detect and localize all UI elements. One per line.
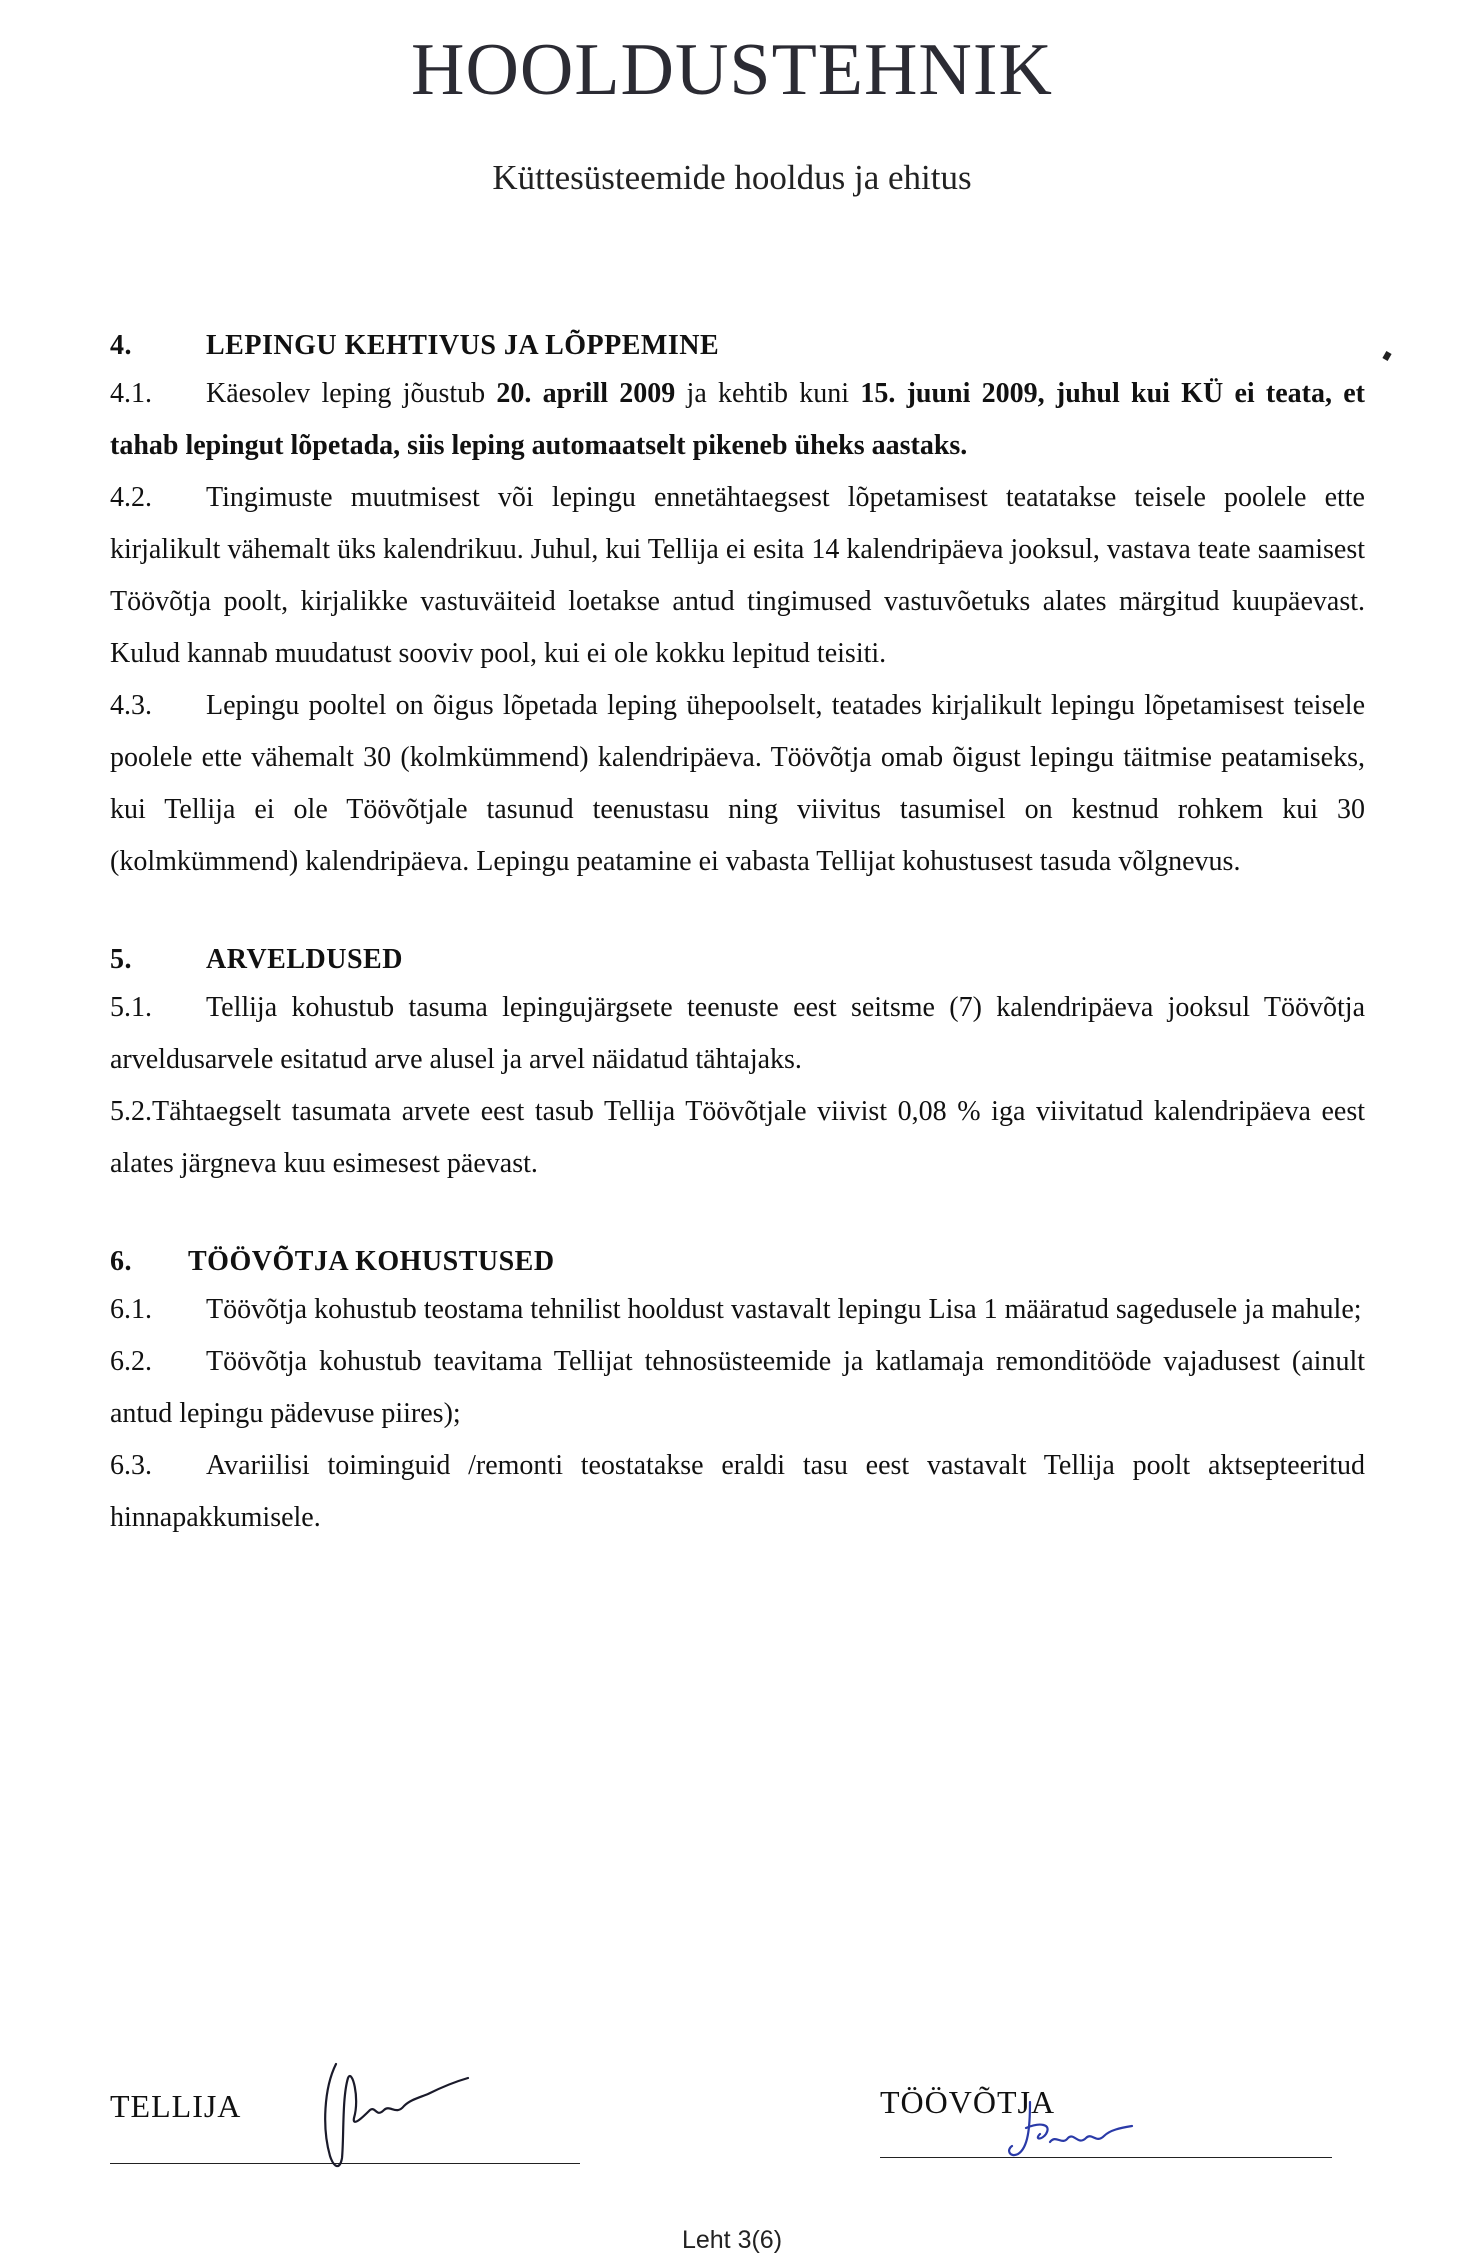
- client-signature: [318, 2058, 478, 2178]
- clause-text-c: ja kehtib kuni: [675, 378, 861, 409]
- clause-5-2: [110, 1086, 1365, 1190]
- company-subtitle: Küttesüsteemide hooldus ja ehitus: [492, 158, 972, 197]
- clause-number: 4.2.: [110, 482, 152, 513]
- clause-4-2: [110, 472, 1365, 680]
- section-number: 6.: [110, 1246, 132, 1277]
- clause-text: Tähtaegselt tasumata arvete eest tasub Tellija Töövõtjale viivist 0,08 % iga viivitatud kalendripäeva eest alates järgneva kuu esimesest päevast.: [110, 1096, 1365, 1179]
- clause-text: Tellija kohustub tasuma lepingujärgsete teenuste eest seitsme (7) kalendripäeva jooksul Töövõtja arveldusarvele esitatud arve alusel ja arvel näidatud tähtajaks.: [110, 992, 1365, 1075]
- clause-6-2: [110, 1336, 1365, 1440]
- clause-text-bold: 15. juuni 2009, juhul kui KÜ ei teata, et tahab lepingut lõpetada, siis leping automaatselt pikeneb üheks aastaks.: [110, 378, 1366, 461]
- contractor-signature: [1000, 2098, 1140, 2168]
- clause-text-a: Käesolev leping jõustub: [206, 378, 497, 409]
- section-title: ARVELDUSED: [206, 944, 403, 975]
- signature-label-contractor: TÖÖVÕTJA: [880, 2084, 1056, 2120]
- contract-body: [110, 330, 1365, 1544]
- section-number: 5.: [110, 944, 132, 975]
- clause-number: 6.3.: [110, 1450, 152, 1481]
- clause-text: Lepingu pooltel on õigus lõpetada leping ühepoolselt, teatades kirjalikult lepingu lõpetamisest teisele poolele ette vähemalt 30 (kolmkümmend) kalendripäeva. Töövõtja omab õigust lepingu täitmise peatamiseks, kui Tellija ei ole Töövõtjale tasunud teenustasu ning viivitus tasumisel on kestnud rohkem kui 30 (kolmkümmend) kalendripäeva. Lepingu peatamine ei vabasta Tellijat kohustusest tasuda võlgnevus.: [110, 690, 1365, 877]
- clause-text: Töövõtja kohustub teavitama Tellijat tehnosüsteemide ja katlamaja remonditööde vajadusest (ainult antud lepingu pädevuse piires);: [110, 1346, 1365, 1429]
- clause-5-1: [110, 982, 1365, 1086]
- section-number: 4.: [110, 330, 132, 361]
- clause-date-start: 20. aprill 2009: [496, 378, 676, 409]
- clause-number: 4.3.: [110, 690, 152, 721]
- section-title: LEPINGU KEHTIVUS JA LÕPPEMINE: [206, 330, 720, 361]
- clause-number: 5.1.: [110, 992, 152, 1023]
- section-6-heading: [110, 1246, 1365, 1278]
- page-number: Leht 3(6): [681, 2226, 783, 2254]
- scan-mark: [1382, 351, 1391, 361]
- section-4-heading: [110, 330, 1365, 362]
- clause-6-1: [110, 1284, 1365, 1336]
- clause-4-1: [110, 368, 1365, 472]
- clause-text: Töövõtja kohustub teostama tehnilist hooldust vastavalt lepingu Lisa 1 määratud sagedusele ja mahule;: [206, 1294, 1362, 1325]
- signature-label-client: TELLIJA: [110, 2088, 242, 2124]
- clause-4-3: [110, 680, 1365, 888]
- clause-number: 5.2.: [110, 1096, 152, 1127]
- clause-6-3: [110, 1440, 1365, 1544]
- clause-text: Avariilisi toiminguid /remonti teostatakse eraldi tasu eest vastavalt Tellija poolt aktsepteeritud hinnapakkumisele.: [110, 1450, 1365, 1533]
- clause-number: 6.1.: [110, 1294, 152, 1325]
- clause-number: 4.1.: [110, 378, 152, 409]
- section-5-heading: [110, 944, 1365, 976]
- clause-number: 6.2.: [110, 1346, 152, 1377]
- section-title: TÖÖVÕTJA KOHUSTUSED: [188, 1246, 555, 1277]
- company-title: HOOLDUSTEHNIK: [411, 29, 1053, 111]
- clause-text: Tingimuste muutmisest või lepingu ennetähtaegsest lõpetamisest teatatakse teisele poolele ette kirjalikult vähemalt üks kalendrikuu. Juhul, kui Tellija ei esita 14 kalendripäeva jooksul, vastava teate saamisest Töövõtja poolt, kirjalikke vastuväiteid loetakse antud tingimused vastuvõetuks alates märgitud kuupäevast. Kulud kannab muudatust sooviv pool, kui ei ole kokku lepitud teisiti.: [110, 482, 1365, 669]
